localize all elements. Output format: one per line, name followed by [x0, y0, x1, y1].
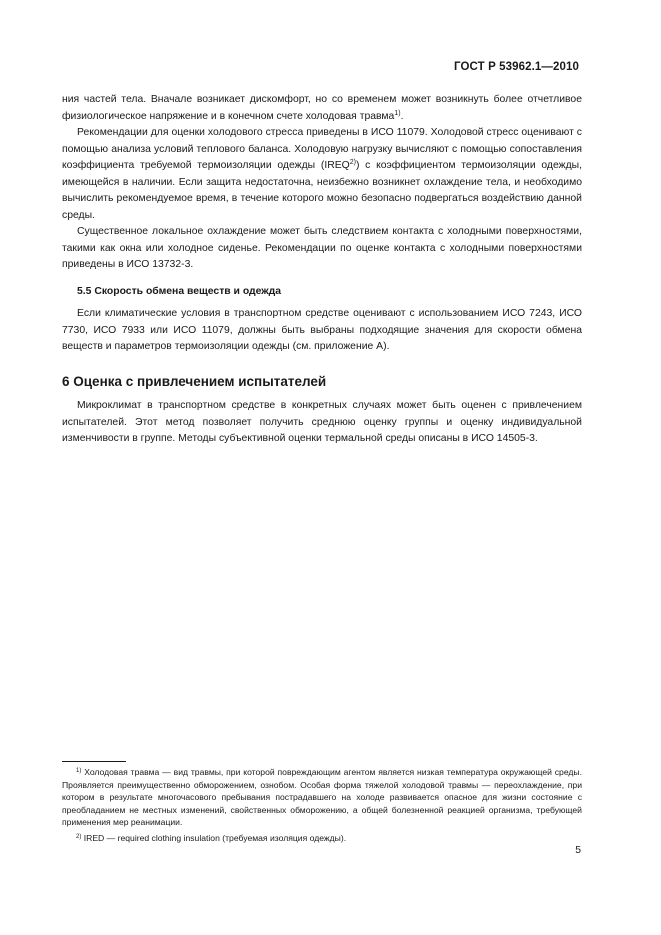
paragraph-cold-stress: [62, 125, 582, 224]
main-body: [62, 92, 582, 448]
footnote-1: [62, 766, 582, 829]
paragraph-2-text-a: Рекомендации для оценки холодового стресса приведены в ИСО 11079. Холодовой стресс оценивают с помощью анализа условий теплового баланса. Холодовую нагрузку вычисляют с помощью сопоставления коэффициента требуемой термоизоляции одежды (IREQ: [62, 127, 582, 171]
footnote-separator: [62, 761, 126, 762]
paragraph-2-text-b: ) с коэффициентом термоизоляции одежды, имеющейся в наличии. Если защита недостаточна, неизбежно возникнет охлаждение тела, и необходимо вычислить рекомендуемое время, в течение которого можно безопасно подвергаться воздействию данной среды.: [62, 160, 583, 221]
paragraph-continuation: [62, 92, 582, 125]
paragraph-1-text: ния частей тела. Вначале возникает дискомфорт, но со временем может возникнуть более отчетливое физиологическое напряжение и в конечном счете холодовая травма: [62, 94, 582, 122]
footnotes: [62, 766, 582, 844]
footnote-1-text: Холодовая травма — вид травмы, при которой повреждающим агентом является низкая температура окружающей среды. Проявляется преимущественно обморожением, ознобом. Особая форма тяжелой холодовой травмы — переохлаждение, при котором в результате многочасового пребывания пострадавшего на холоде развивается опасное для жизни состояние с преобладанием не местных изменений, свойственных обморожению, а общей болезненной реакцией организма, требующей применения мер реанимации.: [62, 767, 582, 827]
subsection-5-5-text: Если климатические условия в транспортном средстве оценивают с использованием ИСО 7243, ИСО 7730, ИСО 7933 или ИСО 11079, должны быть выбраны подходящие значения для скорости обмена веществ и параметров термоизоляции одежды (см. приложение А).: [62, 308, 582, 352]
paragraph-1-end: .: [400, 110, 404, 122]
footnote-ref-1[interactable]: 1): [394, 109, 401, 117]
subsection-heading-5-5: 5.5 Скорость обмена веществ и одежда: [77, 285, 282, 297]
section-heading-6: 6 Оценка с привлечением испытателей: [62, 373, 327, 389]
footnote-1-marker: 1): [76, 768, 82, 774]
footnote-ref-2[interactable]: 2): [349, 159, 356, 166]
footnote-2-text: IRED — required clothing insulation (требуемая изоляция одежды).: [83, 832, 347, 843]
standard-id-header: ГОСТ Р 53962.1—2010: [454, 61, 579, 73]
footnote-2-marker: 2): [76, 833, 82, 840]
section-6-text: Микроклимат в транспортном средстве в конкретных случаях может быть оценен с привлечением испытателей. Этот метод позволяет получить среднюю оценку группы и оценку индивидуальной изменчивости в группе. Методы субъективной оценки термальной среды описаны в ИСО 14505-3.: [62, 400, 582, 444]
paragraph-local-cooling: Существенное локальное охлаждение может быть следствием контакта с холодными поверхностями, такими как окна или холодное сиденье. Рекомендации по оценке контакта с холодными поверхностями приведены в ИСО 13732-3.: [62, 226, 582, 270]
page-number: 5: [575, 845, 581, 856]
footnote-2: [62, 832, 582, 845]
